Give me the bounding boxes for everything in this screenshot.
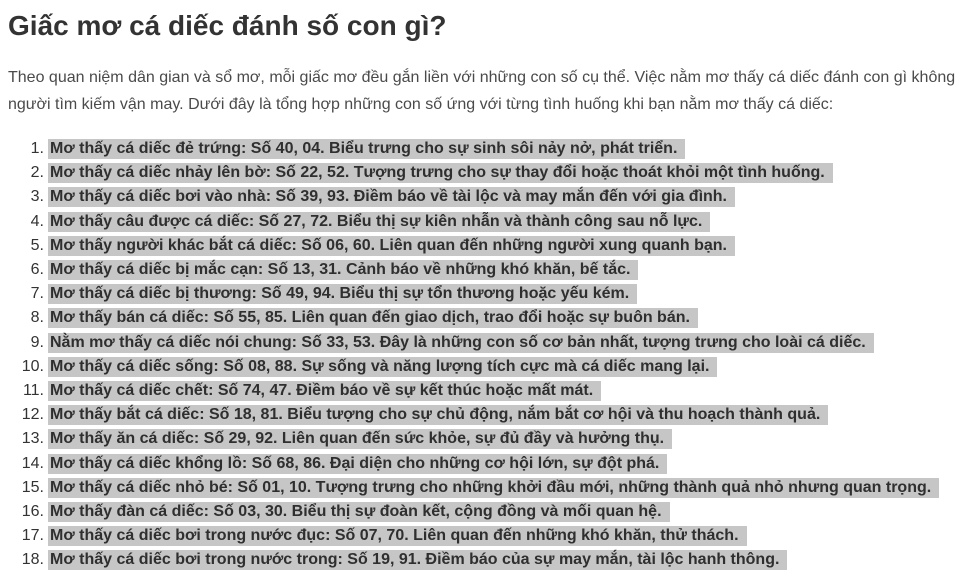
list-item-text: Mơ thấy cá diếc đẻ trứng: Số 40, 04. Biểu trưng cho sự sinh sôi nảy nở, phát triển. — [48, 139, 685, 159]
list-item — [8, 185, 947, 209]
list-item-text: Mơ thấy đàn cá diếc: Số 03, 30. Biểu thị sự đoàn kết, cộng đồng và mối quan hệ. — [48, 502, 670, 522]
list-item-text: Mơ thấy ăn cá diếc: Số 29, 92. Liên quan đến sức khỏe, sự đủ đầy và hưởng thụ. — [48, 429, 672, 449]
list-item-number: 8. — [30, 309, 44, 327]
page-title: Giấc mơ cá diếc đánh số con gì? — [8, 10, 447, 41]
list-item — [8, 452, 947, 476]
list-item-text: Mơ thấy câu được cá diếc: Số 27, 72. Biểu thị sự kiên nhẫn và thành công sau nỗ lực. — [48, 212, 710, 232]
list-item-text: Mơ thấy cá diếc nhảy lên bờ: Số 22, 52. Tượng trưng cho sự thay đổi hoặc thoát khỏi một tình huống. — [48, 163, 833, 183]
intro-line-1: Theo quan niệm dân gian và sổ mơ, mỗi giấc mơ đều gắn liền với những con số cụ thể. Việc nằm mơ thấy cá diếc đánh con gì không — [8, 69, 955, 86]
list-item-number: 10. — [21, 357, 44, 375]
list-item — [8, 524, 947, 548]
list-item — [8, 476, 947, 500]
list-item-number: 12. — [21, 406, 44, 424]
list-item-number: 15. — [21, 478, 44, 496]
list-item-text: Mơ thấy cá diếc bơi vào nhà: Số 39, 93. Điềm báo về tài lộc và may mắn đến với gia đình. — [48, 187, 735, 207]
list-item-number: 17. — [21, 527, 44, 545]
list-item-text: Mơ thấy cá diếc nhỏ bé: Số 01, 10. Tượng trưng cho những khởi đầu mới, những thành quả nhỏ nhưng quan trọng. — [48, 478, 939, 498]
list-item — [8, 331, 947, 355]
list-item-text: Mơ thấy cá diếc bơi trong nước trong: Số 19, 91. Điềm báo của sự may mắn, tài lộc hanh thông. — [48, 550, 787, 570]
list-item — [8, 427, 947, 451]
list-item-number: 7. — [30, 285, 44, 303]
list-item-number: 18. — [21, 551, 44, 569]
list-item — [8, 234, 947, 258]
list-item-number: 1. — [30, 140, 44, 157]
list-item-text: Mơ thấy cá diếc chết: Số 74, 47. Điềm báo về sự kết thúc hoặc mất mát. — [48, 381, 601, 401]
list-item-text: Nằm mơ thấy cá diếc nói chung: Số 33, 53. Đây là những con số cơ bản nhất, tượng trưng cho loài cá diếc. — [48, 333, 874, 353]
list-item-text: Mơ thấy cá diếc khổng lồ: Số 68, 86. Đại diện cho những cơ hội lớn, sự đột phá. — [48, 454, 667, 474]
list-item — [8, 379, 947, 403]
list-item — [8, 548, 947, 572]
list-item-text: Mơ thấy cá diếc bị thương: Số 49, 94. Biểu thị sự tổn thương hoặc yếu kém. — [48, 284, 637, 304]
list-item-number: 2. — [30, 164, 44, 182]
list-item-number: 13. — [21, 430, 44, 448]
list-item-text: Mơ thấy người khác bắt cá diếc: Số 06, 60. Liên quan đến những người xung quanh bạn. — [48, 236, 735, 256]
list-item-number: 3. — [30, 188, 44, 206]
list-item-number: 16. — [21, 503, 44, 521]
list-item — [8, 210, 947, 234]
intro-paragraph — [8, 64, 955, 118]
list-item-text: Mơ thấy bán cá diếc: Số 55, 85. Liên quan đến giao dịch, trao đổi hoặc sự buôn bán. — [48, 308, 698, 328]
list-item — [8, 137, 947, 161]
list-item-text: Mơ thấy bắt cá diếc: Số 18, 81. Biểu tượng cho sự chủ động, nắm bắt cơ hội và thu hoạch thành quả. — [48, 405, 828, 425]
list-item-number: 9. — [30, 333, 44, 351]
list-item — [8, 403, 947, 427]
list-item-text: Mơ thấy cá diếc bơi trong nước đục: Số 07, 70. Liên quan đến những khó khăn, thử thách. — [48, 526, 747, 546]
list-item-text: Mơ thấy cá diếc sống: Số 08, 88. Sự sống và năng lượng tích cực mà cá diếc mang lại. — [48, 357, 717, 377]
list-item-number: 4. — [30, 212, 44, 230]
dream-numbers-list — [8, 137, 947, 573]
list-item — [8, 161, 947, 185]
intro-line-2: người tìm kiếm vận may. Dưới đây là tổng hợp những con số ứng với từng tình huống khi bạn nằm mơ thấy cá diếc: — [8, 96, 834, 113]
list-item — [8, 306, 947, 330]
list-item-text: Mơ thấy cá diếc bị mắc cạn: Số 13, 31. Cảnh báo về những khó khăn, bế tắc. — [48, 260, 638, 280]
list-item — [8, 355, 947, 379]
list-item-number: 5. — [30, 236, 44, 254]
list-item-number: 11. — [22, 382, 44, 400]
list-item — [8, 258, 947, 282]
list-item — [8, 500, 947, 524]
list-item-number: 6. — [30, 261, 44, 279]
list-item-number: 14. — [21, 454, 44, 472]
list-item — [8, 282, 947, 306]
